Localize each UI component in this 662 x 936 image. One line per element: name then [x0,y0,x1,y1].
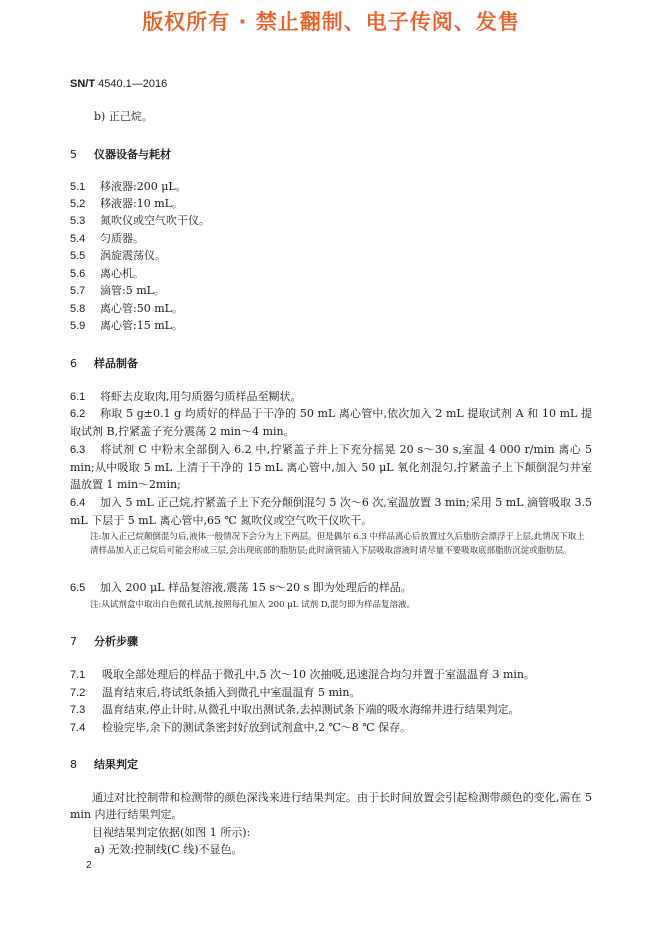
item-text: 移液器:200 μL。 [100,180,187,193]
item-number: 7.4 [70,722,86,734]
section-6-heading [70,355,138,371]
item-text: 离心管:15 mL。 [100,319,183,332]
list-item [70,284,165,298]
paragraph-6-5 [70,581,412,595]
list-item [70,721,411,735]
list-item [70,214,210,228]
standard-code: SN/T [70,78,96,90]
list-item [70,180,187,194]
list-item [70,668,535,682]
page-number: 2 [86,860,92,871]
item-text: 检验完毕,余下的测试条密封好放到试剂盒中,2 ℃～8 ℃ 保存。 [102,721,412,734]
list-item [70,319,183,333]
item-number: 6.1 [70,391,86,403]
list-item [70,302,183,316]
paragraph-8-basis: 目视结果判定依据(如图 1 所示): [92,826,251,839]
section-7-heading [70,633,138,649]
note-1: 注:加入正己烷颠倒混匀后,液体一般情况下会分为上下两层。但是偶尔 6.3 中样品离心后放置过久后脂肪会漂浮于上层,此情况下取上清样品加入正己烷后可能会形成三层,会出现底部的脂肪层;此时滴管插入下层吸取溶液时请尽量不要吸取底部脂肪沉淀或脂肪层。 [90,532,585,556]
item-number: 5.5 [70,250,86,262]
item-number: 7.2 [70,687,86,699]
item-text: 温育结束,停止计时,从微孔中取出测试条,去掉测试条下端的吸水海绵并进行结果判定。 [102,703,520,716]
item-number: 5.3 [70,215,86,227]
item-text: 涡旋震荡仪。 [100,249,166,262]
item-number: 6.4 [70,497,86,509]
paragraph-6-2 [70,405,592,440]
paragraph-6-1 [70,390,302,404]
paragraph-6-4 [70,494,592,529]
item-text: 离心机。 [100,267,144,280]
item-text: 离心管:50 mL。 [100,302,183,315]
list-item-a: a) 无效:控制线(C 线)不显色。 [94,843,243,856]
section-number: 5 [70,148,77,161]
section-number: 8 [70,758,77,771]
item-number: 6.2 [70,408,86,420]
item-number: 5.7 [70,285,86,297]
section-5-heading [70,146,171,162]
item-text: 移液器:10 mL。 [100,197,183,210]
item-text: 温育结束后,将试纸条插入到微孔中室温温育 5 min。 [102,686,361,699]
list-item [70,197,183,211]
list-item-b: b) 正己烷。 [94,110,153,123]
list-item [70,267,144,281]
standard-number: 4540.1—2016 [98,78,168,90]
standard-header [70,78,167,90]
item-text: 氮吹仪或空气吹干仪。 [100,214,210,227]
item-text: 滴管:5 mL。 [100,284,165,297]
section-title: 样品制备 [94,357,138,370]
list-item [70,249,166,263]
list-item [70,686,361,700]
note-2: 注:从试剂盒中取出白色微孔试剂,按照每孔加入 200 μL 试剂 D,混匀即为样品复溶液。 [90,600,415,610]
paragraph-8-intro: 通过对比控制带和检测带的颜色深浅来进行结果判定。由于长时间放置会引起检测带颜色的变化,需在 5 min 内进行结果判定。 [70,791,592,821]
item-number: 5.6 [70,268,86,280]
list-item [70,232,144,246]
item-number: 5.2 [70,198,86,210]
item-text: 加入 5 mL 正己烷,拧紧盖子上下充分颠倒混匀 5 次～6 次,室温放置 3 min;采用 5 mL 滴管吸取 3.5 mL 下层于 5 mL 离心管中,65 ℃ 氮吹仪或空气吹干仪吹干。 [70,496,592,527]
item-number: 6.5 [70,582,86,594]
item-text: 将虾去皮取肉,用匀质器匀质样品至糊状。 [100,390,302,403]
item-text: 称取 5 g±0.1 g 均质好的样品于干净的 50 mL 离心管中,依次加入 2 mL 提取试剂 A 和 10 mL 提取试剂 B,拧紧盖子充分震荡 2 min～4 min。 [70,407,592,438]
item-number: 5.9 [70,320,86,332]
list-item [70,703,520,717]
item-number: 5.1 [70,181,86,193]
item-text: 匀质器。 [100,232,144,245]
section-8-heading [70,756,138,772]
item-number: 7.1 [70,669,86,681]
item-number: 5.8 [70,303,86,315]
section-number: 7 [70,635,77,648]
section-title: 结果判定 [94,758,138,771]
item-text: 吸取全部处理后的样品于微孔中,5 次～10 次抽吸,迅速混合均匀并置于室温温育 3 min。 [102,668,536,681]
copyright-banner: 版权所有 · 禁止翻制、电子传阅、发售 [142,10,520,34]
item-number: 5.4 [70,233,86,245]
item-text: 加入 200 μL 样品复溶液,震荡 15 s～20 s 即为处理后的样品。 [100,581,412,594]
section-title: 仪器设备与耗材 [94,148,171,161]
item-text: 将试剂 C 中粉末全部倒入 6.2 中,拧紧盖子并上下充分摇晃 20 s～30 s,室温 4 000 r/min 离心 5 min;从中吸取 5 mL 上清于干净的 15 mL 离心管中,加入 50 μL 氧化剂混匀,拧紧盖子上下颠倒混匀并室温放置 1 min～2min; [70,443,592,491]
paragraph-6-3 [70,441,592,493]
section-number: 6 [70,357,77,370]
section-title: 分析步骤 [94,635,138,648]
item-number: 6.3 [70,444,86,456]
item-number: 7.3 [70,704,86,716]
